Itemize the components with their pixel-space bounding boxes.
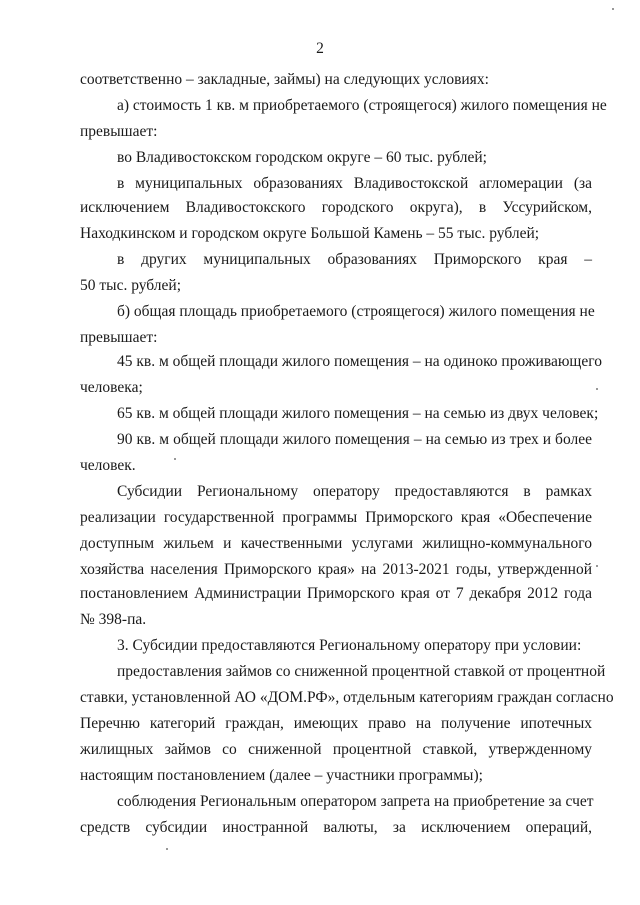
scan-speck [612,8,614,10]
text-line: Находкинском и городском округе Большой Камень – 55 тыс. рублей; [80,225,540,242]
page-number: 2 [316,40,324,57]
scan-speck [596,565,598,567]
text-line: постановлением Администрации Приморского края от 7 декабря 2012 года [80,585,592,602]
text-line: 3. Субсидии предоставляются Региональному оператору при условии: [117,637,582,654]
text-line: б) общая площадь приобретаемого (строящегося) жилого помещения не [117,303,595,320]
text-line: а) стоимость 1 кв. м приобретаемого (строящегося) жилого помещения не [117,97,607,114]
text-line: превышает: [80,329,158,346]
text-line: реализации государственной программы Приморского края «Обеспечение [80,509,592,526]
text-line: превышает: [80,123,158,140]
text-line: в муниципальных образованиях Владивостокской агломерации (за [117,175,592,192]
text-line: 50 тыс. рублей; [80,277,181,294]
text-line: соответственно – закладные, займы) на следующих условиях: [80,71,489,88]
text-line: в других муниципальных образованиях Приморского края – [117,251,592,268]
text-line: во Владивостокском городском округе – 60 тыс. рублей; [117,149,487,166]
scan-speck [174,458,176,460]
text-line: настоящим постановлением (далее – участники программы); [80,767,483,784]
text-line: предоставления займов со сниженной процентной ставкой от процентной [117,663,606,680]
text-line: доступным жильем и качественными услугами жилищно-коммунального [80,535,592,552]
text-line: соблюдения Региональным оператором запрета на приобретение за счет [117,793,594,810]
text-line: исключением Владивостокского городского округа), в Уссурийском, [80,199,592,216]
text-line: человека; [80,379,143,396]
text-line: жилищных займов со сниженной процентной ставкой, утвержденному [80,741,592,758]
text-line: человек. [80,457,136,474]
text-line: хозяйства населения Приморского края» на 2013-2021 годы, утвержденной [80,561,592,578]
scan-speck [166,848,168,850]
text-line: 45 кв. м общей площади жилого помещения – на одиноко проживающего [117,353,602,370]
text-line: средств субсидии иностранной валюты, за исключением операций, [80,819,592,836]
text-line: 65 кв. м общей площади жилого помещения – на семью из двух человек; [117,405,599,422]
text-line: Перечню категорий граждан, имеющих право на получение ипотечных [80,715,592,732]
scan-speck [596,388,598,390]
text-line: ставки, установленной АО «ДОМ.РФ», отдельным категориям граждан согласно [80,689,614,706]
text-line: № 398-па. [80,611,147,628]
text-line: Субсидии Региональному оператору предоставляются в рамках [117,483,592,500]
text-line: 90 кв. м общей площади жилого помещения – на семью из трех и более [117,431,592,448]
